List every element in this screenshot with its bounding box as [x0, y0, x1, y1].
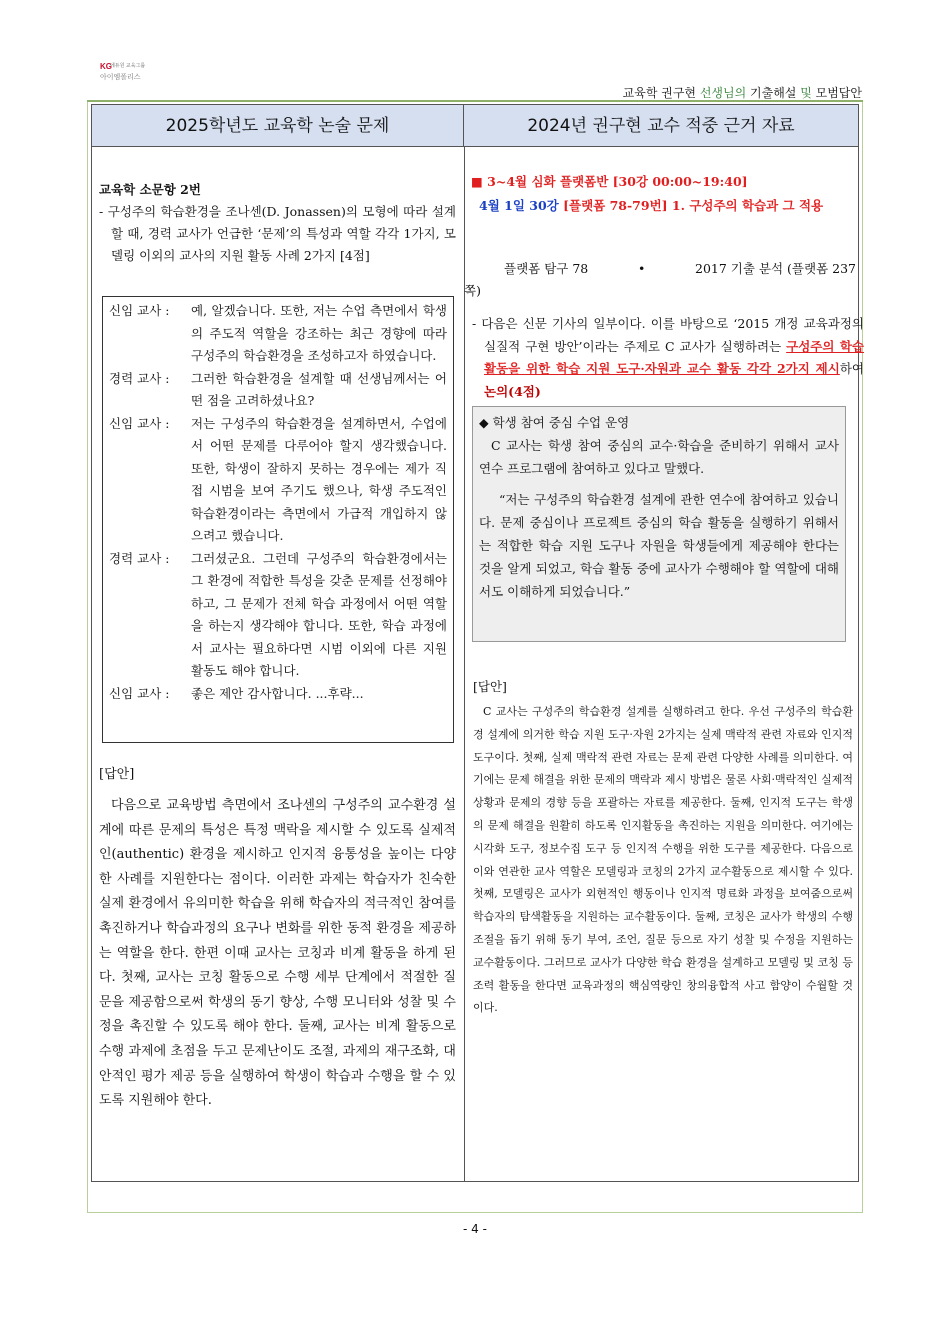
lecture-course: 3~4월 심화 플랫폼반 [30강 00:00~19:40] [487, 174, 748, 189]
left-answer-label: [답안] [99, 767, 135, 782]
lecture-reference [471, 170, 851, 218]
dialogue-line [109, 368, 447, 413]
right-answer-text: C 교사는 구성주의 학습환경 설계를 실행하려고 한다. 우선 구성주의 학습환경 설계에 의거한 학습 지원 도구·자원 2가지는 실제 맥락적 관련 자료와 인지적 도구이다. 첫째, 실제 맥락적 관련 자료는 문제 관련 다양한 사례를 의미한다. 여기에는 문제 해결을 위한 문제의 맥락과 제시 방법은 물론 사회·맥락적인 실제적 상황과 문제의 경향 등을 포괄하는 자료를 제공한다. 둘째, 인지적 도구는 학생의 문제 해결을 원활히 하도록 인지활동을 촉진하는 지원을 의미한다. 여기에는 시각화 도구, 정보수집 도구 등 인지적 수행을 위한 도구를 제공한다. 다음으로 이와 연관한 교사 역할은 모델링과 코칭의 2가지 교수활동으로 제시할 수 있다. 첫째, 모델링은 교사가 외현적인 행동이나 인지적 명료화 과정을 보여줌으로써 학습자의 탐색활동을 지원하는 교수활동이다. 둘째, 코칭은 교사가 학생의 수행 조절을 돕기 위해 동기 부여, 조언, 질문 등으로 자기 성찰 및 수정을 지원하는 교수활동이다. 그러므로 교사가 다양한 학습 환경을 설계하고 모델링 및 코칭 등 조력 활동을 한다면 교육과정의 핵심역량인 창의융합적 사고 함양이 수월할 것이다. [473, 705, 853, 1015]
header-text: 교육학 권구현 [622, 86, 700, 100]
platform-question [472, 313, 864, 403]
dialogue-line [109, 548, 447, 683]
article-box [472, 406, 846, 642]
column-divider [464, 147, 465, 1181]
page-number: - 4 - [463, 1222, 487, 1236]
left-answer-text: 다음으로 교육방법 측면에서 조나센의 구성주의 교수환경 설계에 따른 문제의 특성은 특정 맥락을 제시할 수 있도록 실제적인(authentic) 환경을 제시하고 인지적 융통성을 높이는 다양한 사례를 지원한다는 점이다. 이러한 과제는 학습자가 친숙한 실제 환경에서 유의미한 학습을 위해 학습자의 적극적인 참여를 촉진하거나 학습과정의 요구나 변화를 위한 동적 환경을 제공하는 역할을 한다. 한편 이때 교사는 코칭과 비계 활동을 하게 된다. 첫째, 교사는 코칭 활동으로 수행 세부 단계에서 적절한 질문을 제공함으로써 학생의 동기 향상, 수행 모니터와 성찰 및 수정을 촉진할 수 있도록 해야 한다. 둘째, 교사는 비계 활동으로 수행 과제에 초점을 두고 문제난이도 조절, 과제의 재구조화, 대안적인 평가 제공 등을 실행하여 학생이 학습과 수행을 할 수 있도록 지원해야 한다. [99, 798, 456, 1109]
question-points: 논의(4점) [484, 383, 541, 399]
speaker: 신임 교사 : [109, 685, 170, 701]
question-text: 하여 [839, 361, 864, 376]
speaker: 경력 교사 : [109, 370, 170, 386]
exam-question [99, 179, 456, 267]
speaker: 신임 교사 : [109, 415, 170, 431]
dialogue-line [109, 413, 447, 548]
logo-sub: 아이엠폴리스 [100, 74, 141, 81]
dialogue-line [109, 683, 447, 706]
article-title-text: 학생 참여 중심 수업 운영 [492, 415, 630, 430]
diamond-bullet-icon: ◆ [479, 415, 489, 430]
publisher-logo [100, 62, 160, 84]
lecture-title: 1. 구성주의 학습과 그 적용 [671, 198, 824, 213]
square-bullet-icon: ■ [471, 174, 483, 189]
header-text: 기출해설 [750, 86, 797, 100]
speaker: 경력 교사 : [109, 550, 170, 566]
question-text: - 다음은 신문 기사의 일부이다. 이를 바탕으로 ‘2015 개정 교육과정의 실질적 구현 방안’이라는 주제로 C 교사가 실행하려는 [472, 316, 864, 354]
platform-note: 2017 기출 분석 (플랫폼 237 [695, 261, 856, 276]
header-rule [87, 100, 863, 102]
lecture-date: 4월 1일 30강 [479, 198, 559, 213]
left-column-header: 2025학년도 교육학 논술 문제 [92, 105, 464, 147]
platform-note-cont: 쪽) [464, 283, 481, 298]
question-text: - 구성주의 학습환경을 조나센(D. Jonassen)의 모형에 따라 설계할 때, 경력 교사가 언급한 ‘문제’의 특성과 역할 각각 1가지, 모델링 이외의 교사의 지원 활동 사례 2가지 [4점] [99, 204, 456, 263]
utterance: 그러한 학습환경을 설계할 때 선생님께서는 어떤 점을 고려하셨나요? [191, 370, 447, 408]
article-paragraph: C 교사는 학생 참여 중심의 교수·학습을 준비하기 위해서 교사 연수 프로그램에 참여하고 있다고 말했다. [479, 438, 839, 476]
question-title: 교육학 소문항 2번 [99, 182, 201, 197]
right-answer-label: [답안] [473, 679, 507, 694]
speaker: 신임 교사 : [109, 303, 170, 318]
article-quote: “저는 구성주의 학습환경 설계에 관한 연수에 참여하고 있습니다. 문제 중심이나 프로젝트 중심의 학습 활동을 실행하기 위해서는 적합한 학습 지원 도구나 자원을 학생들에게 제공해야 한다는 것을 알게 되었고, 학습 활동 중에 교사가 수행해야 할 역할에 대해서도 이해하게 되었습니다.” [479, 492, 839, 599]
header-text: 모범답안 [815, 86, 862, 100]
question-highlight: 구성주의 학습 활동을 위한 학습 지원 도구·자원과 교수 활동 각각 2가지 제시 [484, 338, 864, 376]
utterance: 예, 알겠습니다. 또한, 저는 수업 측면에서 학생의 주도적 역할을 강조하는 최근 경향에 따라 구성주의 학습환경을 조성하고자 하였습니다. [191, 303, 447, 363]
page-header [623, 84, 862, 101]
article-title [479, 411, 839, 434]
utterance: 좋은 제안 감사합니다. ...후략... [191, 685, 364, 701]
lecture-line-2 [471, 194, 851, 218]
utterance: 저는 구성주의 학습환경을 설계하면서, 수업에서 어떤 문제를 다루어야 할지 생각했습니다. 또한, 학생이 잘하지 못하는 경우에는 제가 직접 시범을 보여 주기도 했으나, 학생 주도적인 학습환경이라는 측면에서 가급적 개입하지 않으려고 했습니다. [191, 415, 447, 543]
header-text-green: 선생님의 [699, 86, 751, 100]
logo-brand-sub: 에듀원 교육그룹 [110, 63, 146, 69]
platform-reference [464, 258, 856, 302]
dialogue-box [102, 296, 454, 743]
bullet-icon: • [637, 261, 646, 276]
utterance: 그러셨군요. 그런데 구성주의 학습환경에서는 그 환경에 적합한 특성을 갖춘 문제를 선정해야 하고, 그 문제가 전체 학습 과정에서 어떤 역할을 하는지 생각해야 합니다. 또한, 학습 과정에서 교사는 필요하다면 시범 이외에 다른 지원 활동도 해야 합니다. [191, 550, 447, 678]
lecture-line-1 [471, 170, 851, 194]
header-text-green: 및 [796, 86, 816, 100]
logo-brand: KG [100, 62, 112, 71]
right-column-header: 2024년 권구현 교수 적중 근거 자료 [464, 105, 858, 147]
platform-label: 플랫폼 탐구 78 [504, 261, 589, 276]
lecture-ref: [플랫폼 78-79번] [563, 198, 668, 213]
dialogue-line [109, 300, 447, 368]
